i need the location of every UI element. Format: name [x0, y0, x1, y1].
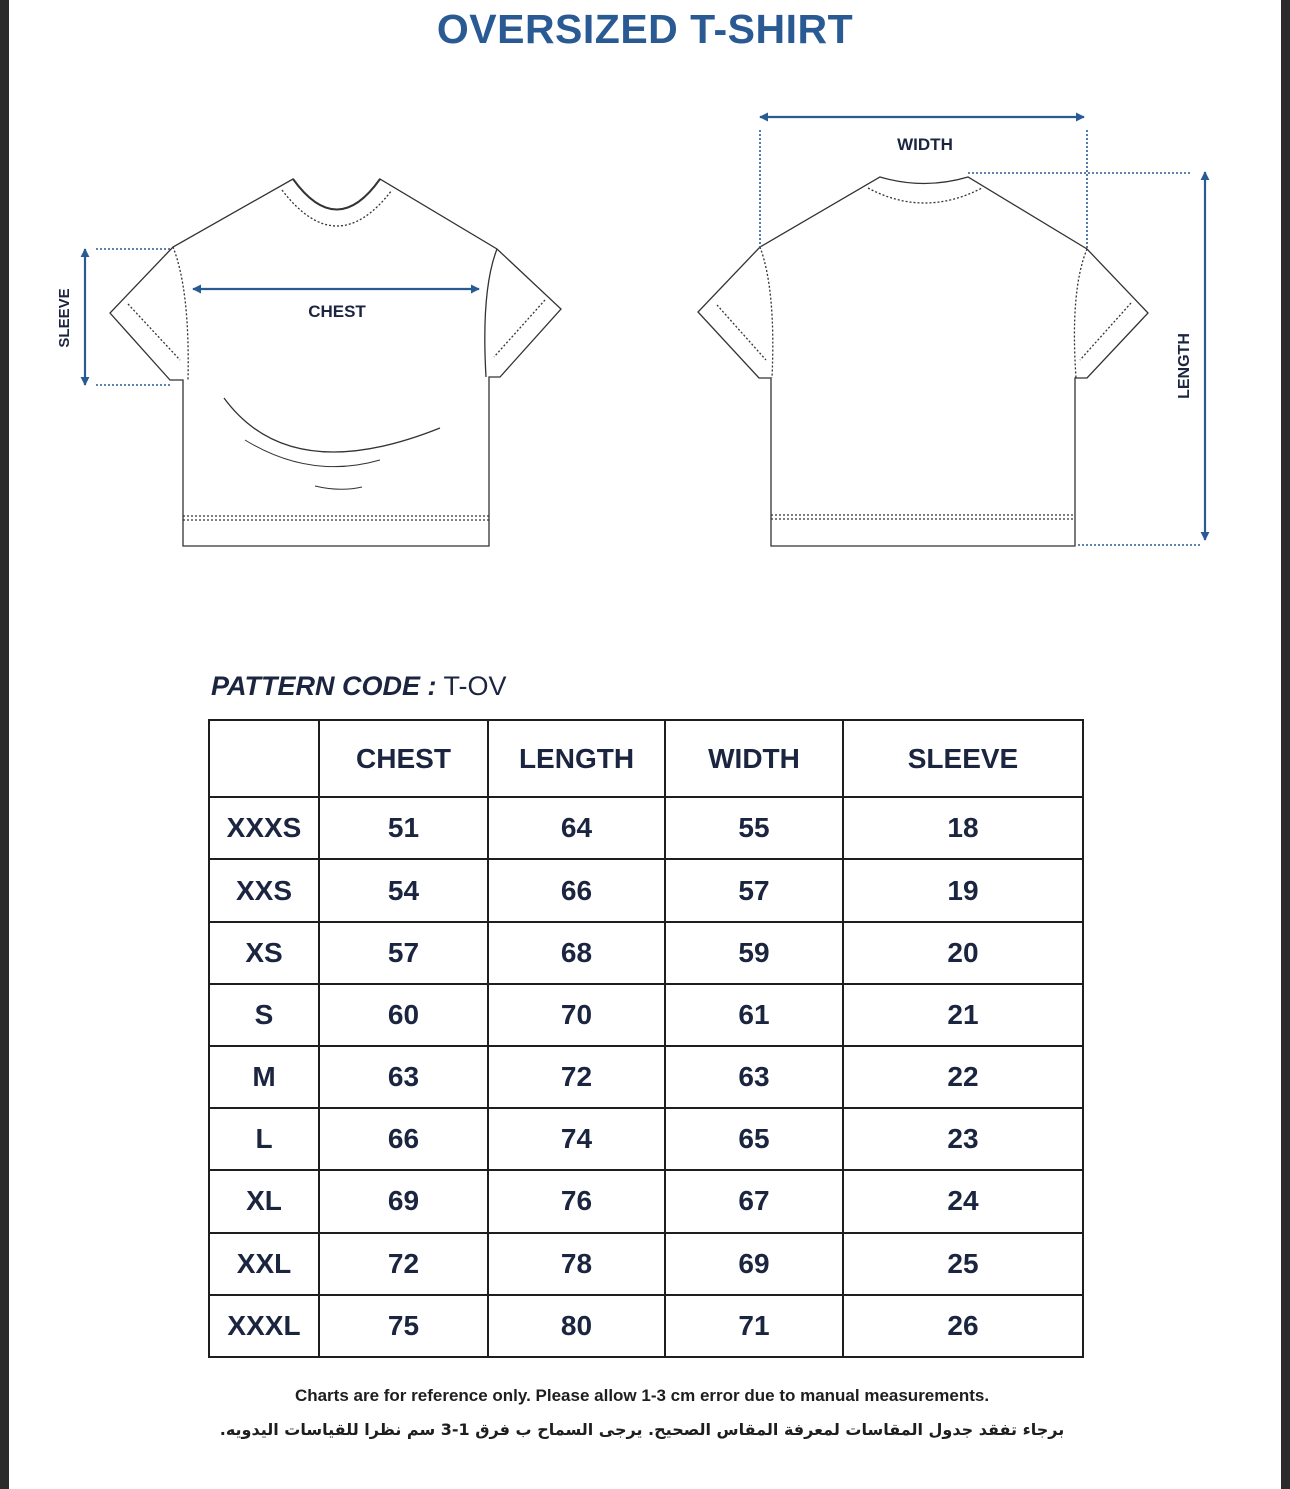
header-width: WIDTH — [665, 720, 843, 797]
disclaimer-english: Charts are for reference only. Please allow 1-3 cm error due to manual measurements. — [294, 1386, 990, 1405]
chest-cell: 72 — [319, 1233, 488, 1295]
width-cell: 71 — [665, 1295, 843, 1357]
width-cell: 69 — [665, 1233, 843, 1295]
header-chest: CHEST — [319, 720, 488, 797]
length-label: LENGTH — [1176, 333, 1193, 399]
chest-cell: 60 — [319, 984, 488, 1046]
sleeve-cell: 21 — [843, 984, 1083, 1046]
chest-cell: 66 — [319, 1108, 488, 1170]
length-cell: 72 — [488, 1046, 665, 1108]
size-cell: XXL — [209, 1233, 319, 1295]
pattern-code-value: T-OV — [443, 671, 507, 701]
sleeve-cell: 26 — [843, 1295, 1083, 1357]
table-row — [209, 1108, 1083, 1170]
sleeve-cell: 23 — [843, 1108, 1083, 1170]
size-chart-table — [208, 719, 1084, 1358]
size-cell: M — [209, 1046, 319, 1108]
size-cell: XL — [209, 1170, 319, 1232]
size-cell: XXXL — [209, 1295, 319, 1357]
size-cell: XXS — [209, 859, 319, 921]
table-row — [209, 1046, 1083, 1108]
width-label: WIDTH — [897, 135, 953, 154]
length-cell: 66 — [488, 859, 665, 921]
tshirt-measurement-diagram — [0, 0, 1290, 600]
table-row — [209, 922, 1083, 984]
length-cell: 76 — [488, 1170, 665, 1232]
sleeve-label: SLEEVE — [56, 288, 73, 348]
size-cell: XXXS — [209, 797, 319, 859]
size-cell: XS — [209, 922, 319, 984]
disclaimer-arabic: برجاء تفقد جدول المقاسات لمعرفة المقاس الصحيح. يرجى السماح ب فرق 1-3 سم نظرا للقياسات اليدويه. — [219, 1420, 1065, 1439]
header-length: LENGTH — [488, 720, 665, 797]
chest-cell: 51 — [319, 797, 488, 859]
table-header-row — [209, 720, 1083, 797]
size-cell: S — [209, 984, 319, 1046]
table-row — [209, 1295, 1083, 1357]
front-shirt-illustration — [110, 179, 561, 546]
length-cell: 70 — [488, 984, 665, 1046]
sleeve-cell: 18 — [843, 797, 1083, 859]
header-size — [209, 720, 319, 797]
pattern-code — [211, 671, 507, 702]
chest-cell: 75 — [319, 1295, 488, 1357]
sleeve-cell: 25 — [843, 1233, 1083, 1295]
width-cell: 57 — [665, 859, 843, 921]
length-cell: 78 — [488, 1233, 665, 1295]
pattern-code-label: PATTERN CODE : — [211, 671, 437, 701]
width-cell: 67 — [665, 1170, 843, 1232]
width-cell: 65 — [665, 1108, 843, 1170]
sleeve-cell: 20 — [843, 922, 1083, 984]
width-cell: 59 — [665, 922, 843, 984]
chest-label: CHEST — [308, 302, 366, 321]
table-row — [209, 859, 1083, 921]
length-cell: 64 — [488, 797, 665, 859]
size-cell: L — [209, 1108, 319, 1170]
sleeve-cell: 19 — [843, 859, 1083, 921]
chest-cell: 69 — [319, 1170, 488, 1232]
width-cell: 61 — [665, 984, 843, 1046]
width-cell: 55 — [665, 797, 843, 859]
sleeve-cell: 24 — [843, 1170, 1083, 1232]
sleeve-cell: 22 — [843, 1046, 1083, 1108]
chest-cell: 54 — [319, 859, 488, 921]
table-row — [209, 1233, 1083, 1295]
back-shirt-illustration — [698, 177, 1148, 546]
page-title: OVERSIZED T-SHIRT — [436, 6, 854, 52]
length-cell: 80 — [488, 1295, 665, 1357]
chest-cell: 57 — [319, 922, 488, 984]
table-row — [209, 1170, 1083, 1232]
width-cell: 63 — [665, 1046, 843, 1108]
table-row — [209, 984, 1083, 1046]
chest-cell: 63 — [319, 1046, 488, 1108]
length-cell: 68 — [488, 922, 665, 984]
table-row — [209, 797, 1083, 859]
header-sleeve: SLEEVE — [843, 720, 1083, 797]
length-cell: 74 — [488, 1108, 665, 1170]
